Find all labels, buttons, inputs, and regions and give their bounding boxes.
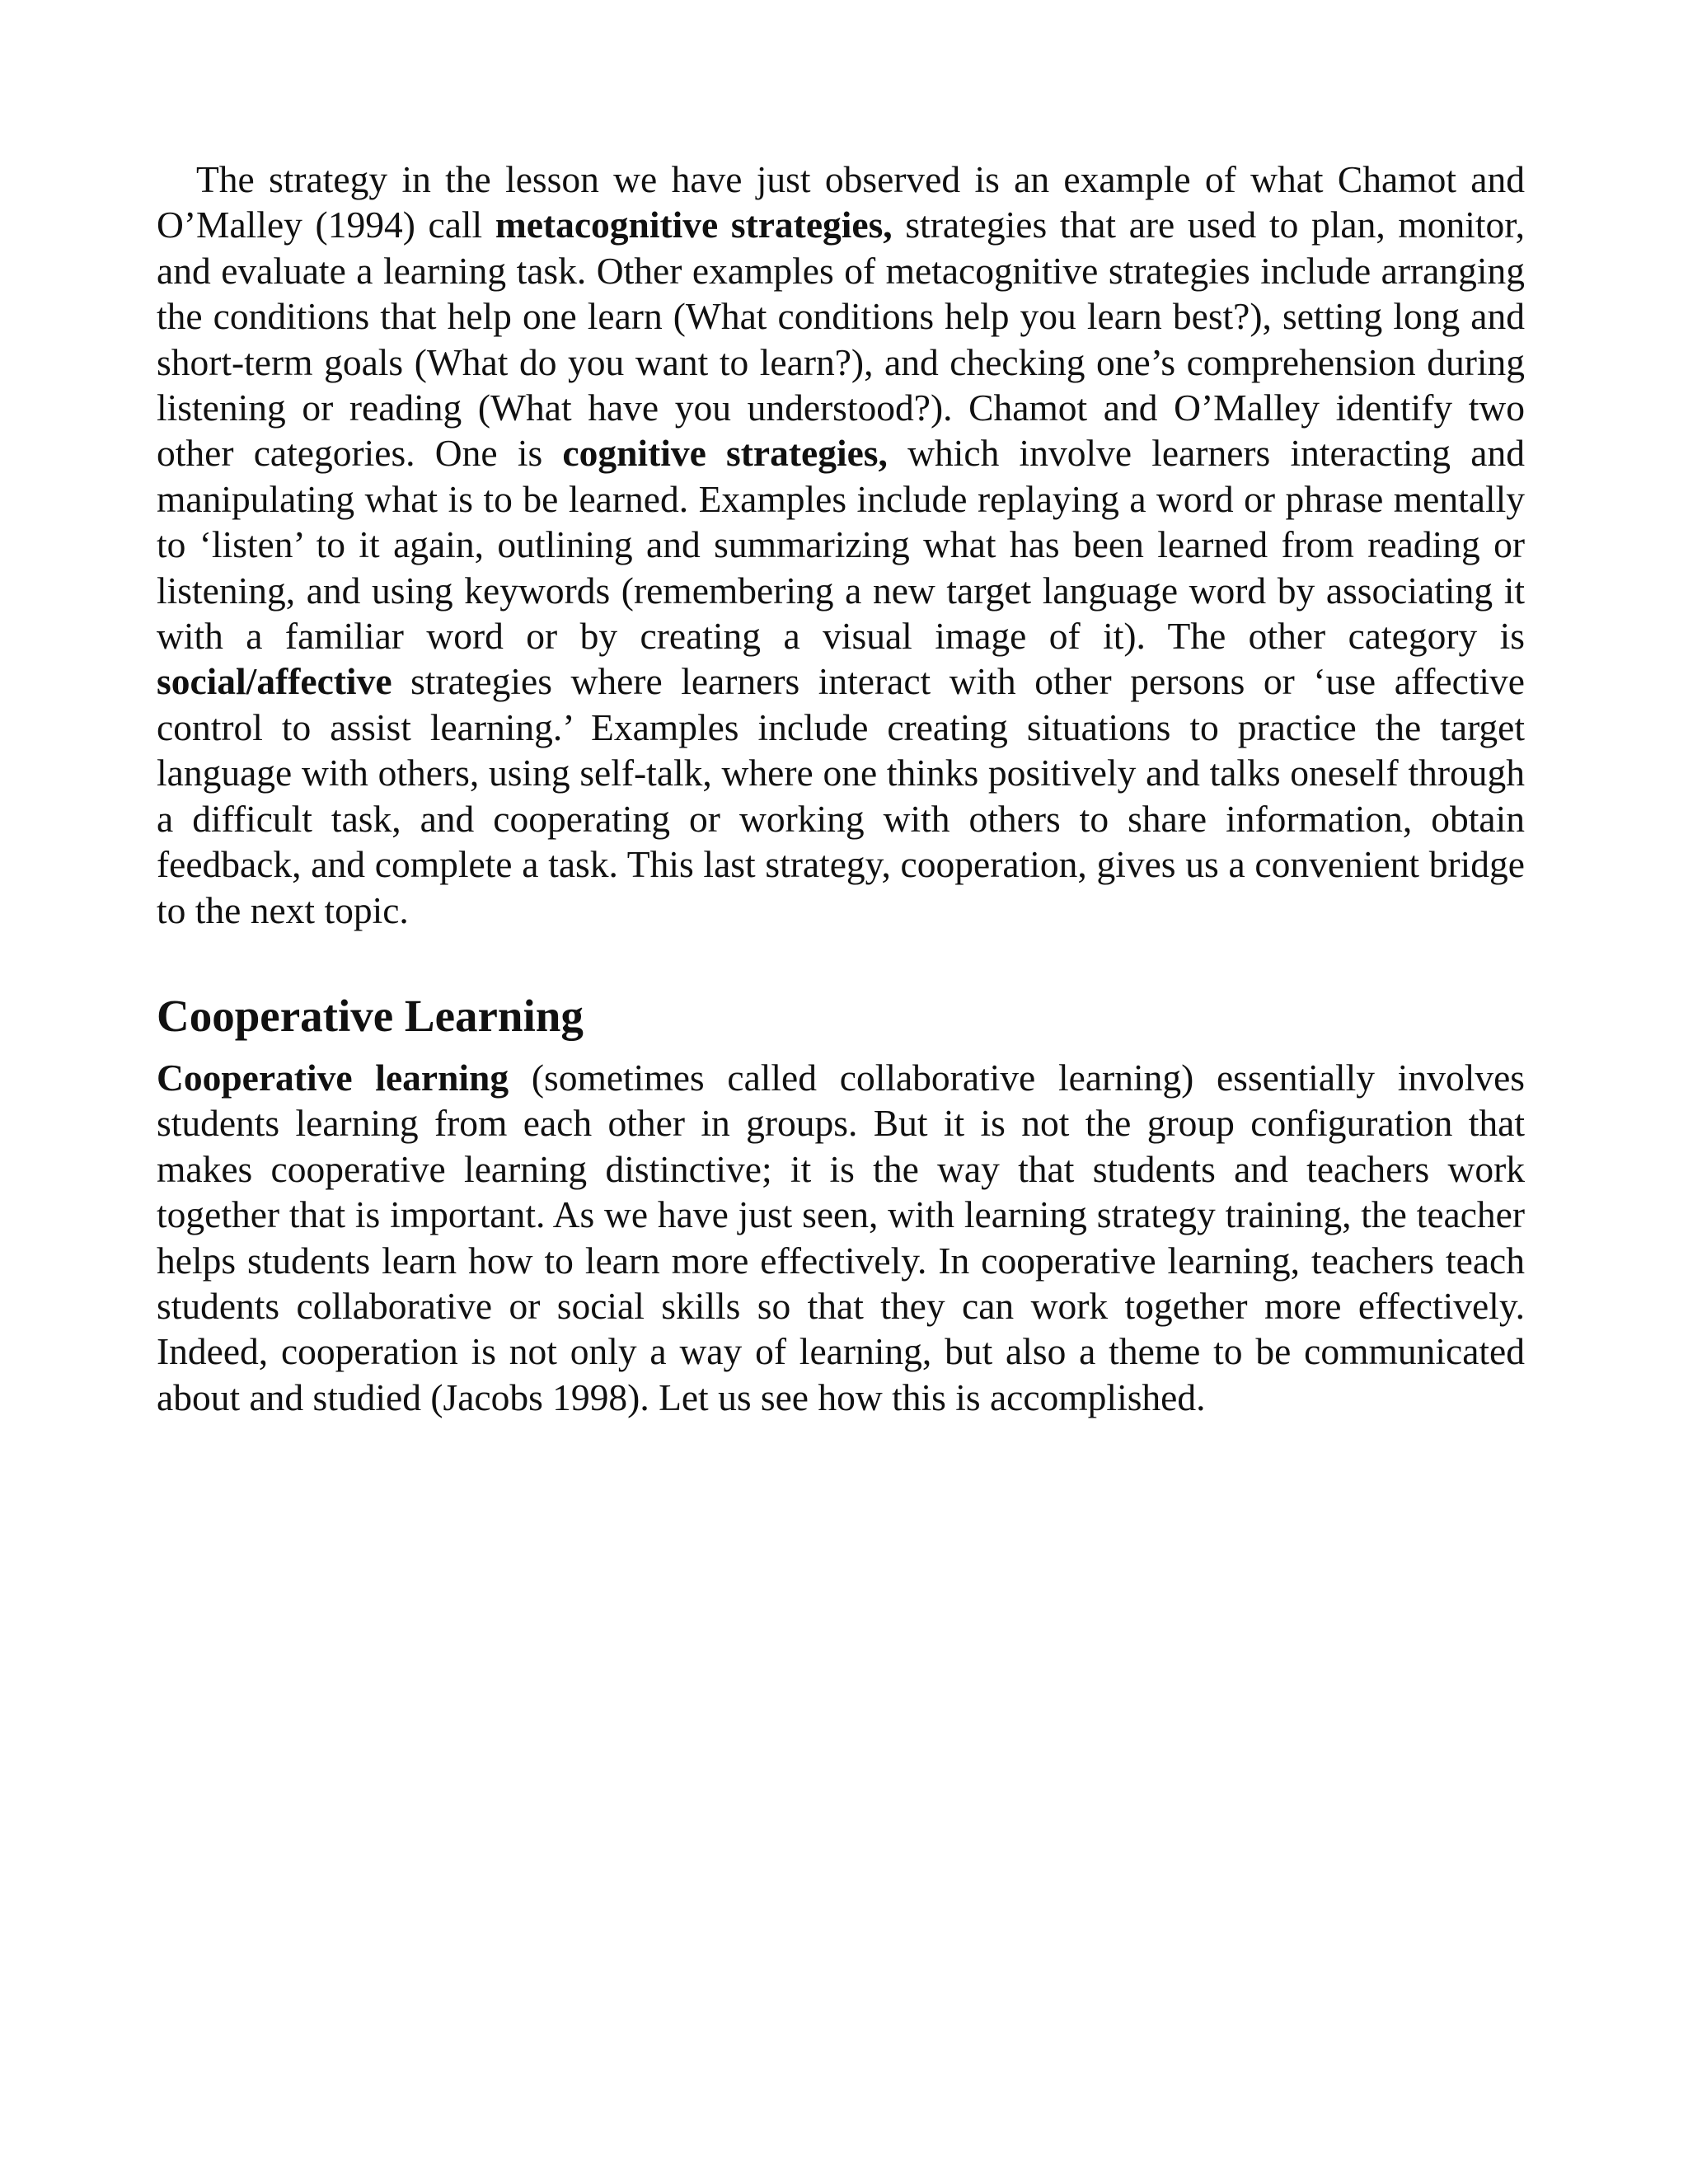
paragraph-text: strategies where learners interact with other persons or ‘use affective control to assist learning.’ Examples include creating situations to practice the target language with others, using self-talk, where one thinks positively and talks oneself through a difficult task, and cooperating or working with others to share information, obtain feedback, and complete a task. This last strategy, cooperation, gives us a convenient bridge to the next topic. xyxy=(157,660,1525,931)
document-page xyxy=(157,157,1525,1420)
strategies-paragraph xyxy=(157,157,1525,933)
paragraph-text: The strategy in the lesson we have just observed is an example of what Chamot and O’Malley (1994) call xyxy=(157,158,1525,246)
term-cooperative-learning: Cooperative learning xyxy=(157,1056,509,1099)
cooperative-learning-paragraph xyxy=(157,1055,1525,1420)
paragraph-text: which involve learners interacting and manipulating what is to be learned. Examples include replaying a word or phrase mentally to ‘listen’ to it again, outlining and summarizing what has been learned from reading or listening, and using keywords (remembering a new target language word by associating it with a familiar word or by creating a visual image of it). The other category is xyxy=(157,432,1526,658)
term-metacognitive-strategies: metacognitive strategies, xyxy=(495,204,893,246)
term-social-affective: social/affective xyxy=(157,660,392,703)
paragraph-text: (sometimes called collaborative learning) essentially involves students learning from each other in groups. But it is not the group configuration that makes cooperative learning distinctive; it is the way that students and teachers work together that is important. As we have just seen, with learning strategy training, the teacher helps students learn how to learn more effectively. In cooperative learning, teachers teach students collaborative or social skills so that they can work together more effectively. Indeed, cooperation is not only a way of learning, but also a theme to be communicated about and studied (Jacobs 1998). Let us see how this is accomplished. xyxy=(157,1056,1525,1418)
term-cognitive-strategies: cognitive strategies, xyxy=(562,432,888,475)
section-heading: Cooperative Learning xyxy=(157,990,584,1041)
paragraph-text: strategies that are used to plan, monitor, and evaluate a learning task. Other examples of metacognitive strategies include arranging the conditions that help one learn (What conditions help you learn best?), setting long and short-term goals (What do you want to learn?), and checking one’s comprehension during listening or reading (What have you understood?). Chamot and O’Malley identify two other categories. One is xyxy=(157,204,1525,475)
